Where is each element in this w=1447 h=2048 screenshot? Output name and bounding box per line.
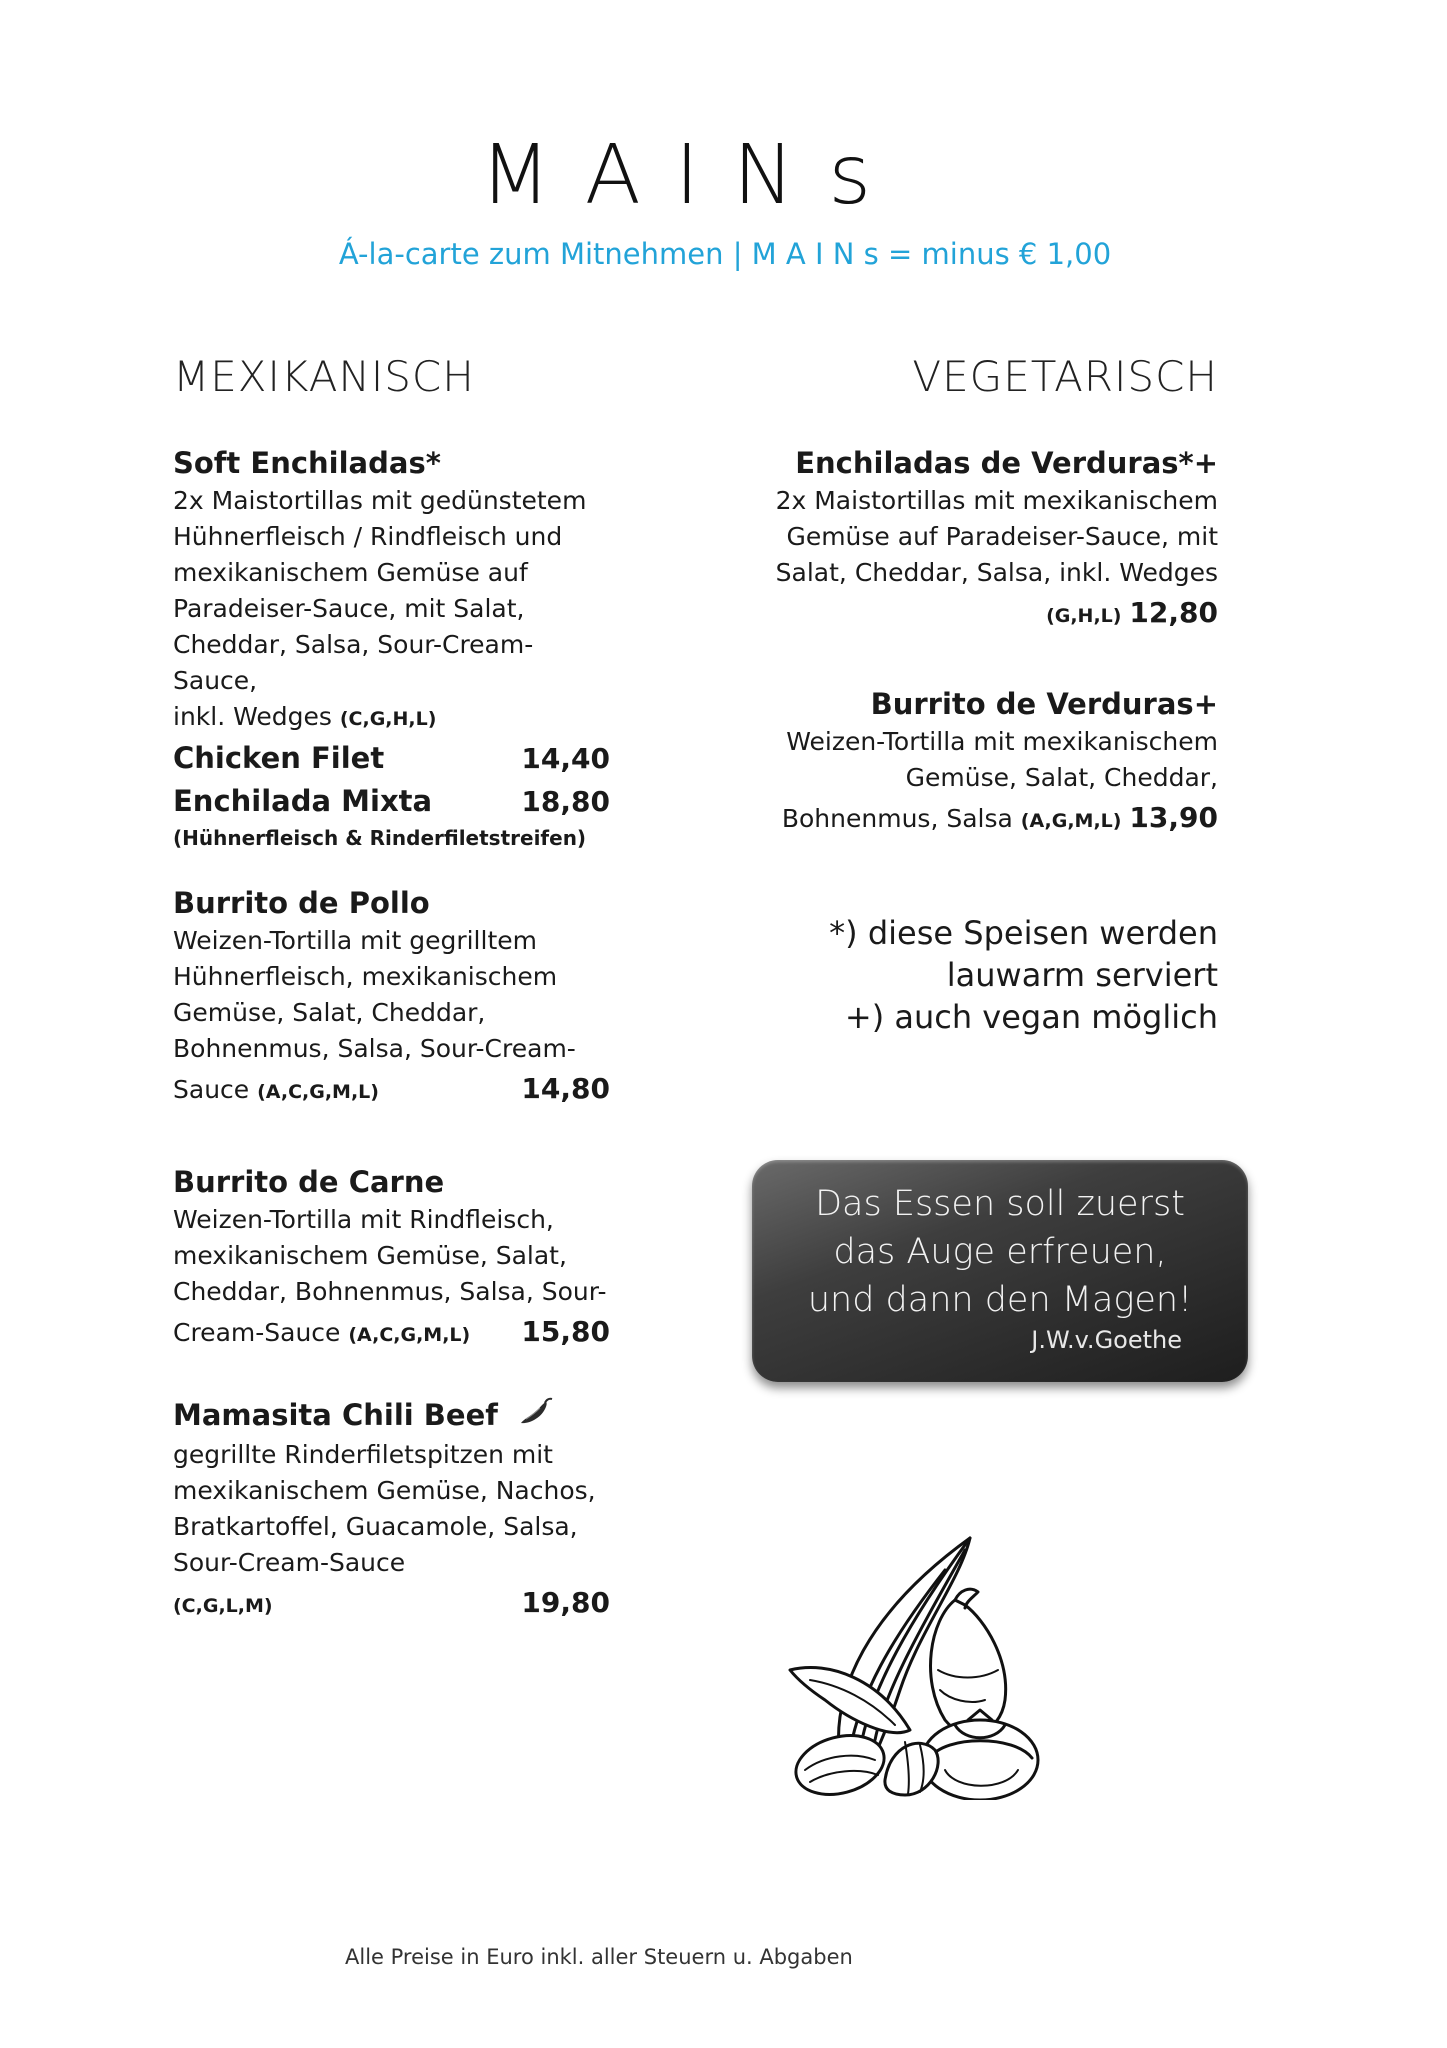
page-subtitle: Á-la-carte zum Mitnehmen | M A I N s = minus € 1,00: [338, 237, 1112, 271]
footnotes: [829, 912, 1218, 1038]
price-line: [698, 796, 1218, 843]
footnote-line: lauwarm serviert: [946, 956, 1218, 994]
dish-desc-line: Cheddar, Bohnenmus, Salsa, Sour-: [173, 1277, 607, 1306]
allergens: (C,G,L,M): [173, 1595, 273, 1617]
price: 13,90: [1129, 801, 1218, 834]
dish-desc-text: Sauce: [173, 1075, 250, 1104]
quote-author: J.W.v.Goethe: [1031, 1326, 1182, 1354]
dish-name: Burrito de Carne: [173, 1165, 445, 1199]
menu-item-enchiladas-verduras: [698, 443, 1218, 638]
price: 14,40: [521, 742, 610, 775]
price-row: [173, 1310, 610, 1357]
dish-desc-line: Gemüse, Salat, Cheddar,: [905, 763, 1218, 792]
dish-desc-line: Hühnerfleisch, mexikanischem: [173, 962, 558, 991]
allergens: (A,G,M,L): [1020, 810, 1122, 832]
variant-note: (Hühnerfleisch & Rinderfiletstreifen): [173, 826, 587, 850]
variant-name: Chicken Filet: [173, 741, 385, 775]
quote-line: das Auge erfreuen,: [833, 1232, 1167, 1272]
heading-mexikanisch: MEXIKANISCH: [173, 352, 475, 401]
dish-desc-line: Bohnenmus, Salsa, Sour-Cream-: [173, 1034, 576, 1063]
dish-name: Enchiladas de Verduras*+: [795, 446, 1218, 480]
footer-note: Alle Preise in Euro inkl. aller Steuern u. Abgaben: [345, 1945, 853, 1969]
dish-desc-text: Bohnenmus, Salsa: [781, 804, 1013, 833]
quote-box: [752, 1160, 1248, 1382]
dish-desc-line: Paradeiser-Sauce, mit Salat,: [173, 594, 525, 623]
dish-name: Burrito de Pollo: [173, 886, 430, 920]
dish-desc-text: inkl. Wedges: [173, 702, 332, 731]
dish-desc-line: Gemüse auf Paradeiser-Sauce, mit: [786, 522, 1218, 551]
price: 14,80: [521, 1072, 610, 1105]
dish-desc-line: Salat, Cheddar, Salsa, inkl. Wedges: [775, 558, 1218, 587]
dish-desc-line: Hühnerfleisch / Rindfleisch und: [173, 522, 563, 551]
footnote-line: *) diese Speisen werden: [829, 914, 1218, 952]
allergens: (A,C,G,M,L): [257, 1081, 379, 1103]
menu-item-burrito-verduras: [698, 684, 1218, 843]
price-row: [173, 1067, 610, 1114]
dish-desc-line: mexikanischem Gemüse auf: [173, 558, 528, 587]
price: 12,80: [1129, 596, 1218, 629]
variant-row: [173, 780, 610, 823]
dish-desc-line: Weizen-Tortilla mit mexikanischem: [786, 727, 1218, 756]
quote-text: [752, 1180, 1248, 1324]
dish-desc-line: gegrillte Rinderfiletspitzen mit: [173, 1440, 553, 1469]
allergens: (G,H,L): [1046, 605, 1122, 627]
allergens: (C,G,H,L): [339, 708, 437, 730]
dish-name: Soft Enchiladas*: [173, 446, 441, 480]
dish-desc-line: mexikanischem Gemüse, Nachos,: [173, 1476, 596, 1505]
mexikanisch-column: [173, 443, 610, 1658]
dish-name: Mamasita Chili Beef: [173, 1398, 498, 1432]
menu-item-chili-beef: [173, 1395, 610, 1628]
footnote-line: +) auch vegan möglich: [844, 998, 1218, 1036]
dish-name: Burrito de Verduras+: [870, 687, 1218, 721]
heading-vegetarisch: VEGETARISCH: [912, 352, 1218, 401]
dish-desc-line: mexikanischem Gemüse, Salat,: [173, 1241, 567, 1270]
menu-item-burrito-pollo: [173, 883, 610, 1114]
dish-desc-line: 2x Maistortillas mit mexikanischem: [775, 486, 1218, 515]
dish-desc-line: Gemüse, Salat, Cheddar,: [173, 998, 486, 1027]
menu-item-soft-enchiladas: [173, 443, 610, 853]
vegetables-illustration: [770, 1520, 1060, 1804]
vegetarisch-column: [698, 443, 1218, 873]
chili-pepper-icon: [518, 1397, 554, 1437]
dish-desc-line: Weizen-Tortilla mit gegrilltem: [173, 926, 537, 955]
quote-line: und dann den Magen!: [807, 1280, 1193, 1320]
price: 19,80: [521, 1586, 610, 1619]
dish-desc-line: [173, 1311, 470, 1357]
dish-desc-line: [173, 699, 610, 737]
dish-desc-line: Sour-Cream-Sauce: [173, 1548, 406, 1577]
variant-row: [173, 737, 610, 780]
allergens: (A,C,G,M,L): [348, 1324, 471, 1346]
quote-line: Das Essen soll zuerst: [815, 1184, 1185, 1224]
dish-desc-text: Cream-Sauce: [173, 1318, 341, 1347]
dish-desc-line: Weizen-Tortilla mit Rindfleisch,: [173, 1205, 554, 1234]
price: 18,80: [521, 785, 610, 818]
price-row: [173, 1581, 610, 1628]
price-line: [698, 591, 1218, 638]
menu-item-burrito-carne: [173, 1162, 610, 1357]
dish-name-row: [173, 1395, 610, 1437]
page-title: MAINs: [480, 128, 906, 223]
price: 15,80: [521, 1315, 610, 1348]
dish-desc-line: Bratkartoffel, Guacamole, Salsa,: [173, 1512, 578, 1541]
dish-desc-line: 2x Maistortillas mit gedünstetem: [173, 486, 587, 515]
dish-desc-line: Cheddar, Salsa, Sour-Cream-Sauce,: [173, 630, 534, 695]
dish-desc-line: [173, 1068, 379, 1114]
variant-name: Enchilada Mixta: [173, 784, 433, 818]
